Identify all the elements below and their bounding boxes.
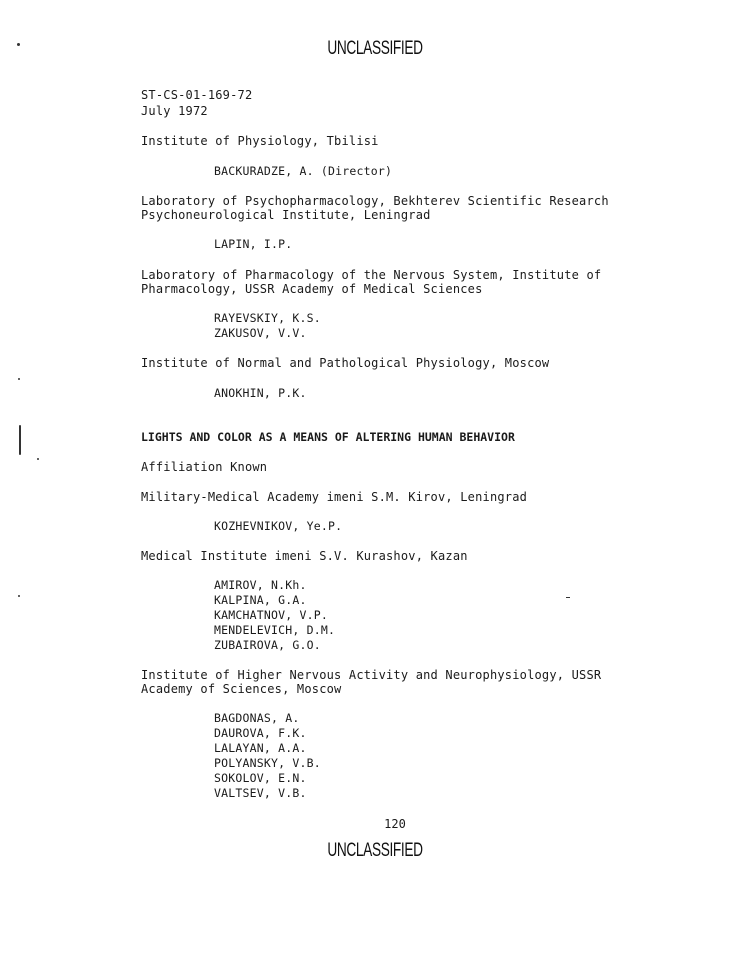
institution-heading: Medical Institute imeni S.V. Kurashov, Kazan bbox=[141, 549, 468, 563]
personnel-name: LALAYAN, A.A. bbox=[214, 741, 307, 755]
affiliation-label: Affiliation Known bbox=[141, 460, 268, 474]
page-number: 120 bbox=[384, 817, 406, 831]
personnel-name: SOKOLOV, E.N. bbox=[214, 771, 307, 785]
scan-speck bbox=[566, 597, 570, 598]
classification-marking-bottom: UNCLASSIFIED bbox=[327, 840, 423, 861]
personnel-name: KALPINA, G.A. bbox=[214, 593, 307, 607]
institution-heading: Laboratory of Psychopharmacology, Bekhterev Scientific Research bbox=[141, 194, 609, 208]
institution-heading-cont: Academy of Sciences, Moscow bbox=[141, 682, 342, 696]
personnel-name: LAPIN, I.P. bbox=[214, 237, 293, 251]
personnel-name: KAMCHATNOV, V.P. bbox=[214, 608, 328, 622]
classification-marking-top: UNCLASSIFIED bbox=[327, 38, 423, 59]
scan-speck bbox=[37, 458, 39, 460]
institution-heading: Laboratory of Pharmacology of the Nervous System, Institute of bbox=[141, 268, 602, 282]
personnel-name: BACKURADZE, A. (Director) bbox=[214, 164, 393, 178]
personnel-name: MENDELEVICH, D.M. bbox=[214, 623, 336, 637]
document-date: July 1972 bbox=[141, 104, 208, 118]
scan-speck bbox=[19, 425, 21, 455]
scan-speck bbox=[18, 378, 20, 380]
institution-heading: Military-Medical Academy imeni S.M. Kirov, Leningrad bbox=[141, 490, 528, 504]
personnel-name: POLYANSKY, V.B. bbox=[214, 756, 321, 770]
personnel-name: BAGDONAS, A. bbox=[214, 711, 300, 725]
scan-speck bbox=[18, 595, 20, 597]
institution-heading-cont: Pharmacology, USSR Academy of Medical Sciences bbox=[141, 282, 483, 296]
personnel-name: VALTSEV, V.B. bbox=[214, 786, 307, 800]
personnel-name: KOZHEVNIKOV, Ye.P. bbox=[214, 519, 343, 533]
institution-heading: Institute of Normal and Pathological Physiology, Moscow bbox=[141, 356, 550, 370]
section-heading: LIGHTS AND COLOR AS A MEANS OF ALTERING HUMAN BEHAVIOR bbox=[141, 430, 515, 444]
institution-heading: Institute of Higher Nervous Activity and Neurophysiology, USSR bbox=[141, 668, 602, 682]
institution-heading-cont: Psychoneurological Institute, Leningrad bbox=[141, 208, 431, 222]
personnel-name: DAUROVA, F.K. bbox=[214, 726, 307, 740]
document-number: ST-CS-01-169-72 bbox=[141, 88, 253, 102]
personnel-name: ZUBAIROVA, G.O. bbox=[214, 638, 321, 652]
personnel-name: AMIROV, N.Kh. bbox=[214, 578, 307, 592]
personnel-name: ZAKUSOV, V.V. bbox=[214, 326, 307, 340]
personnel-name: RAYEVSKIY, K.S. bbox=[214, 311, 321, 325]
scan-speck bbox=[17, 43, 20, 46]
institution-heading: Institute of Physiology, Tbilisi bbox=[141, 134, 379, 148]
personnel-name: ANOKHIN, P.K. bbox=[214, 386, 307, 400]
